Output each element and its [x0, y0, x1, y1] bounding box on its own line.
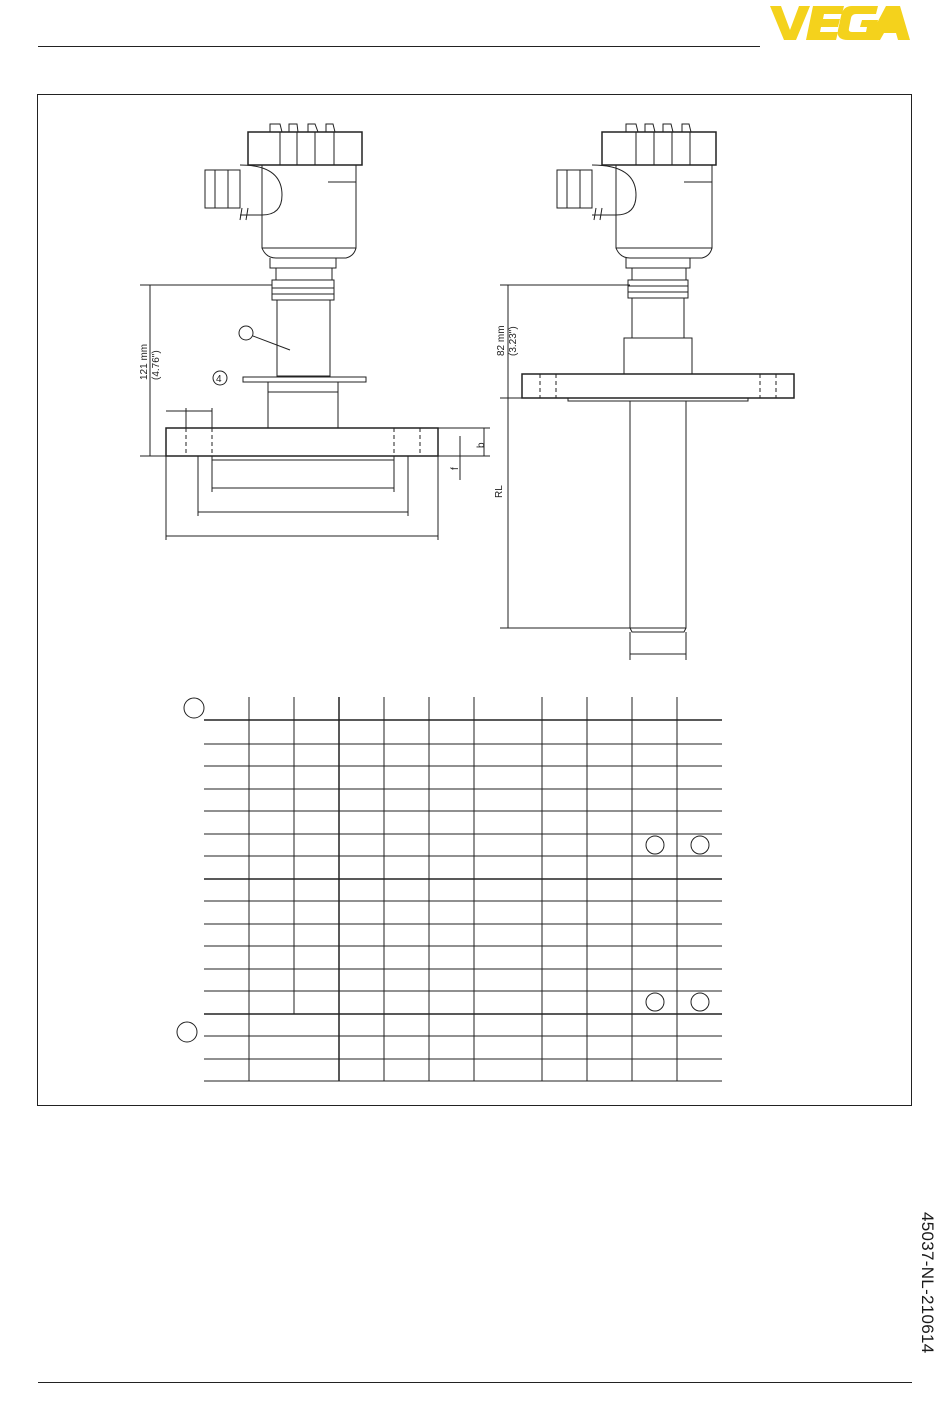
- document-number-text: 45037-NL-210614: [918, 1212, 937, 1354]
- right-instrument: [500, 124, 794, 660]
- right-height-mm: 82 mm: [496, 325, 507, 356]
- document-number: [918, 1212, 949, 1402]
- rod-length-label: RL: [494, 485, 505, 498]
- flange-thickness-label: b: [476, 442, 487, 448]
- right-height-in: (3.23"): [508, 326, 519, 356]
- left-height-mm: 121 mm: [139, 343, 150, 380]
- footer-rule: [38, 1382, 912, 1383]
- callout-4-label: 4: [216, 374, 222, 385]
- raised-face-label: f: [450, 467, 461, 470]
- left-instrument: [140, 124, 490, 540]
- left-height-in: (4.76"): [151, 350, 162, 380]
- dimension-table: [177, 697, 722, 1081]
